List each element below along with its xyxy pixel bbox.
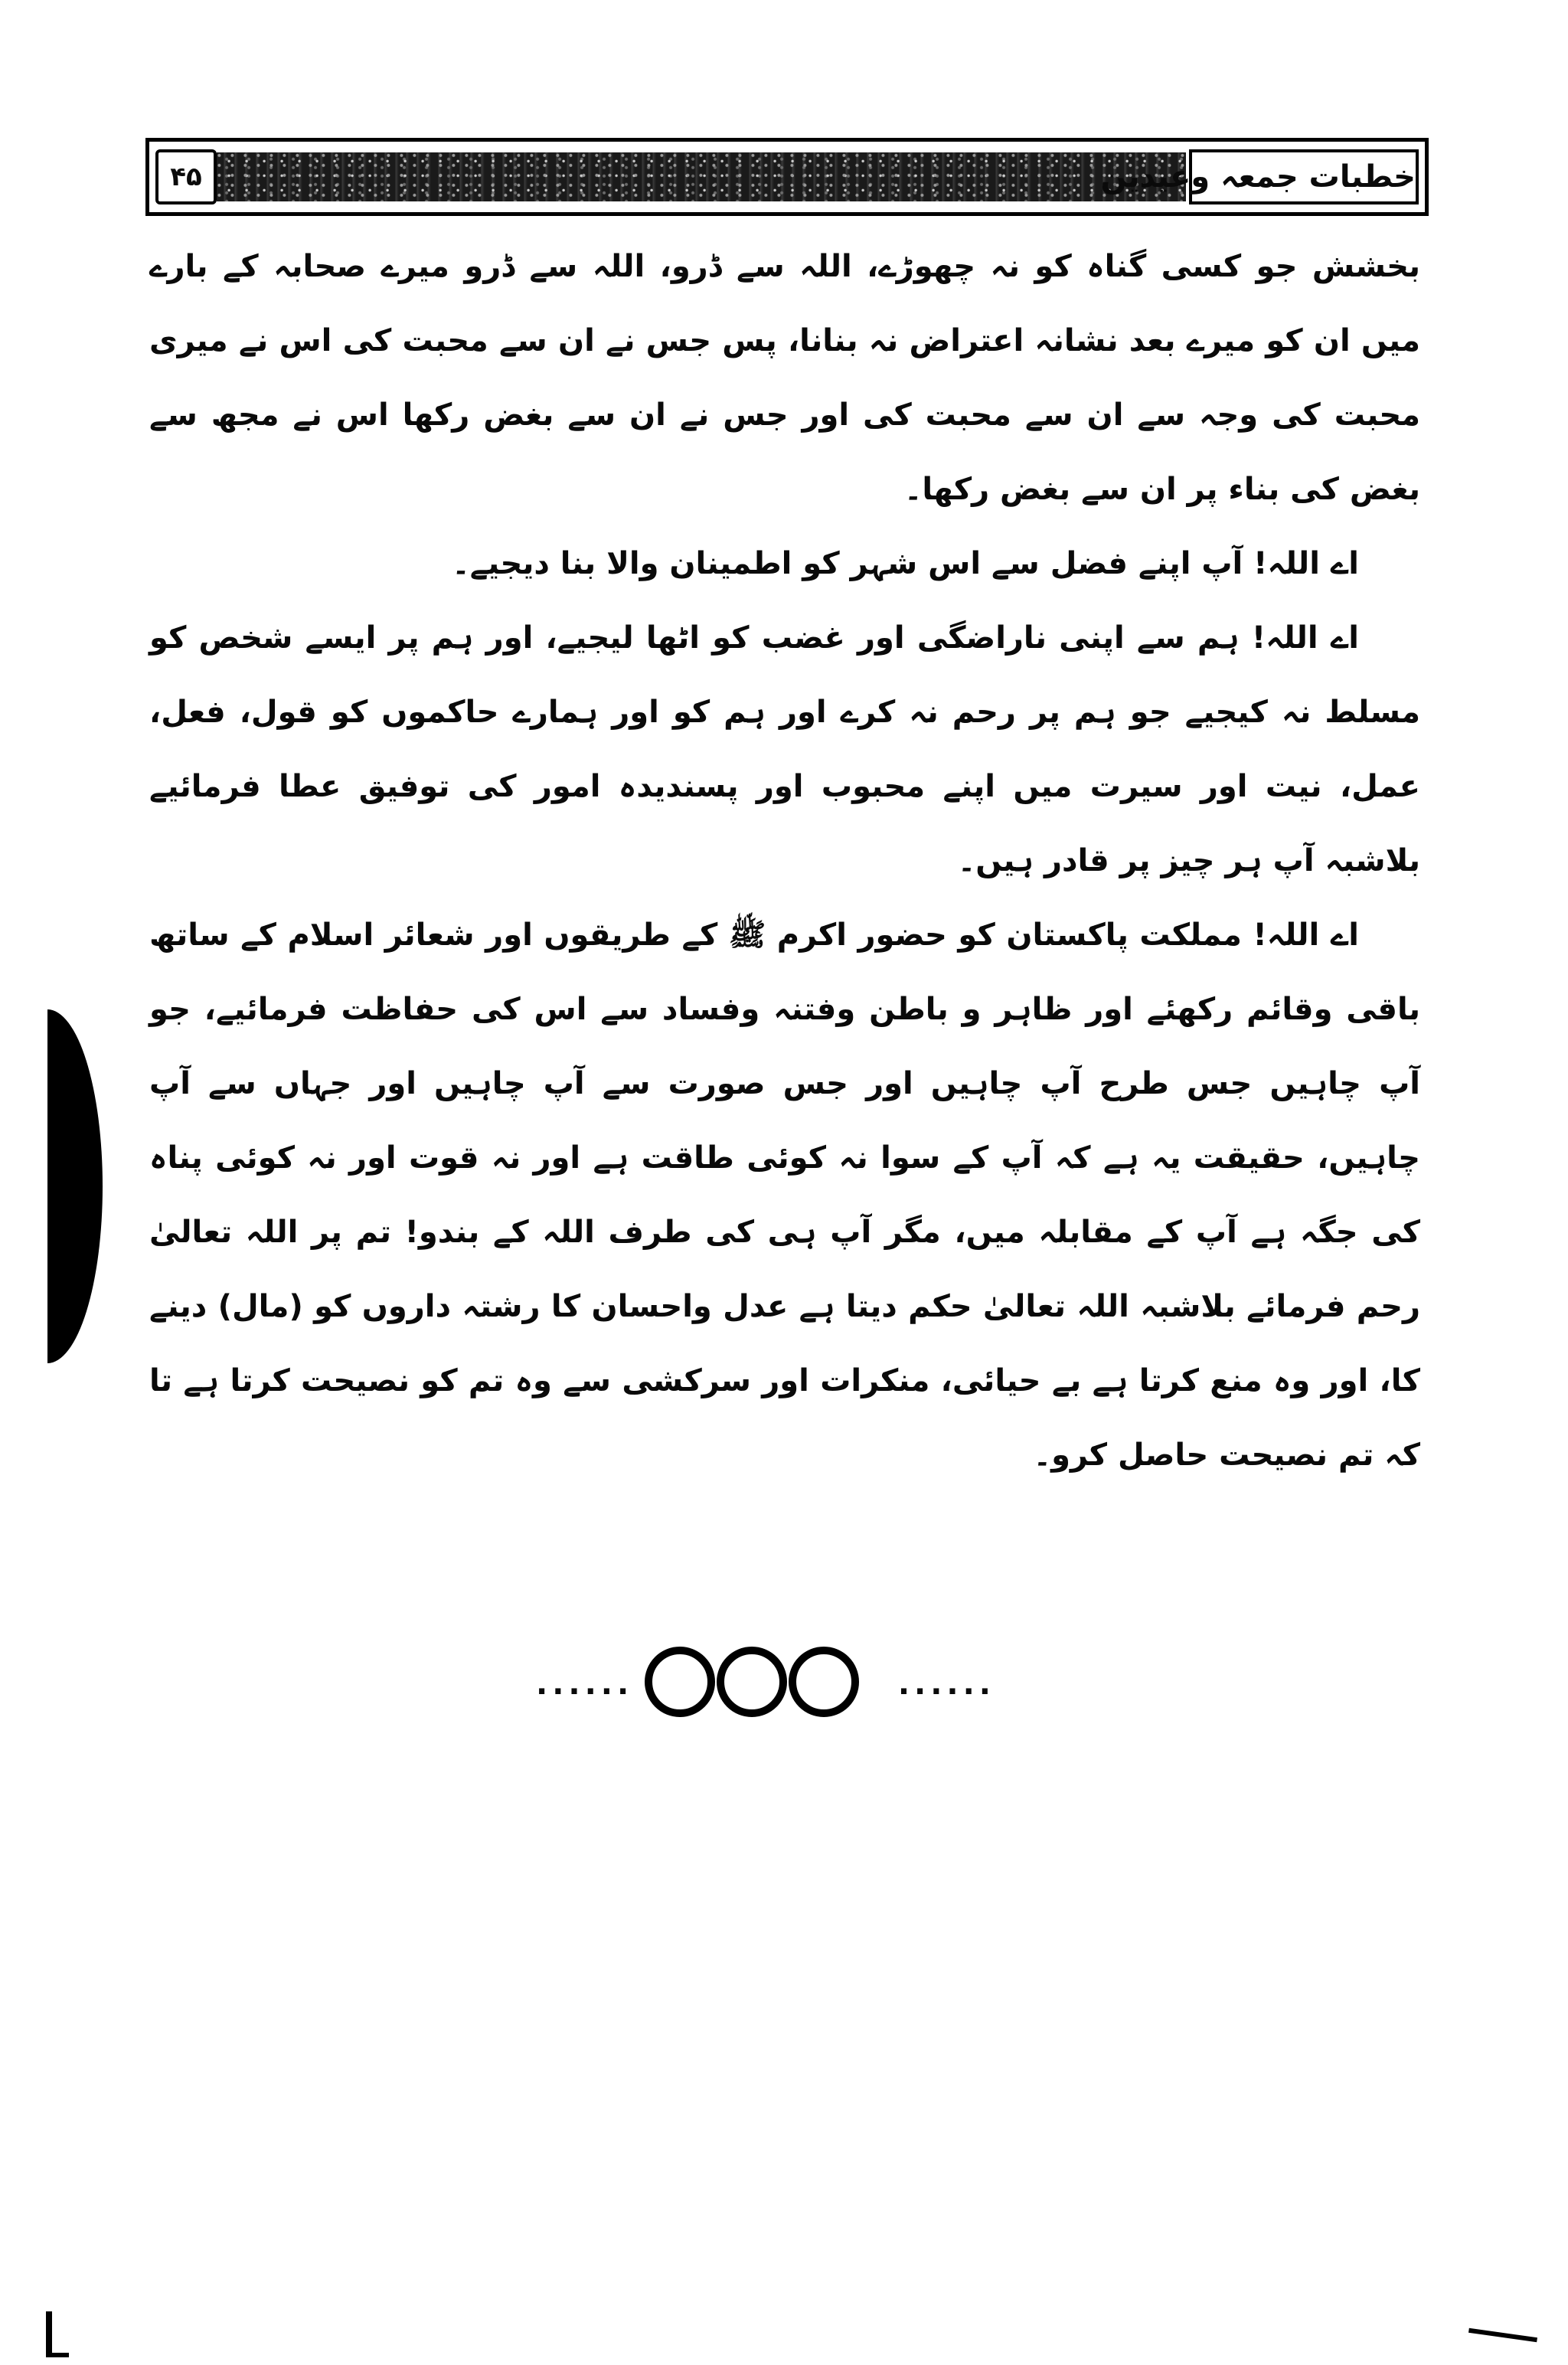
paragraph-1: بخشش جو کسی گناہ کو نہ چھوڑے، اللہ سے ڈرو، اللہ سے ڈرو میرے صحابہ کے بارے میں ان کو میرے بعد نشانہ اعتراض نہ بنانا، پس جس نے ان سے محبت کی اس نے میری محبت کی وجہ سے ان سے محبت کی اور جس نے ان سے بغض رکھا اس نے مجھ سے بغض کی بناء پر ان سے بغض رکھا۔ [149, 249, 1420, 507]
ornament-ring-icon [789, 1647, 859, 1717]
paragraph-2: اے اللہ! آپ اپنے فضل سے اس شہر کو اطمینان والا بنا دیجیے۔ [452, 546, 1359, 581]
ornament-ring-icon [717, 1647, 787, 1717]
decorative-header-band [217, 152, 1186, 201]
section-end-ornament [536, 1633, 995, 1725]
scan-edge-mark [47, 1009, 103, 1363]
paragraph-4: اے اللہ! مملکت پاکستان کو حضور اکرم ﷺ کے طریقوں اور شعائر اسلام کے ساتھ باقی وقائم رکھئے اور ظاہر و باطن وفتنہ وفساد سے اس کی حفاظت فرمائیے، جو آپ چاہیں جس طرح آپ چاہیں اور جس صورت سے آپ چاہیں اور جہاں سے آپ چاہیں، حقیقت یہ ہے کہ آپ کے سوا نہ کوئی طاقت ہے اور نہ قوت اور نہ کوئی پناہ کی جگہ ہے آپ کے مقابلہ میں، مگر آپ ہی کی طرف اللہ کے بندو! تم پر اللہ تعالیٰ رحم فرمائے بلاشبہ اللہ تعالیٰ حکم دیتا ہے عدل واحسان کا رشتہ داروں کو (مال) دینے کا، اور وہ منع کرتا ہے بے حیائی، منکرات اور سرکشی سے وہ تم کو نصیحت کرتا ہے تا کہ تم نصیحت حاصل کرو۔ [149, 918, 1420, 1473]
scan-corner-mark-right [1468, 2328, 1537, 2342]
ornament-dots-right: ...... [897, 1667, 995, 1702]
ornament-dots-left: ...... [536, 1667, 634, 1702]
scan-corner-mark-left [46, 2311, 52, 2357]
page-header [145, 138, 1429, 216]
page-number: ۴۵ [155, 149, 217, 204]
ornament-ring-icon [645, 1647, 715, 1717]
paragraph-3: اے اللہ! ہم سے اپنی ناراضگی اور غضب کو اٹھا لیجیے، اور ہم پر ایسے شخص کو مسلط نہ کیجیے جو ہم پر رحم نہ کرے اور ہم کو اور ہمارے حاکموں کو قول، فعل، عمل، نیت اور سیرت میں اپنے محبوب اور پسندیدہ امور کی توفیق عطا فرمائیے بلاشبہ آپ ہر چیز پر قادر ہیں۔ [149, 620, 1420, 878]
page-body [149, 230, 1420, 1493]
running-title: خطبات جمعہ وعیدین [1189, 149, 1419, 204]
